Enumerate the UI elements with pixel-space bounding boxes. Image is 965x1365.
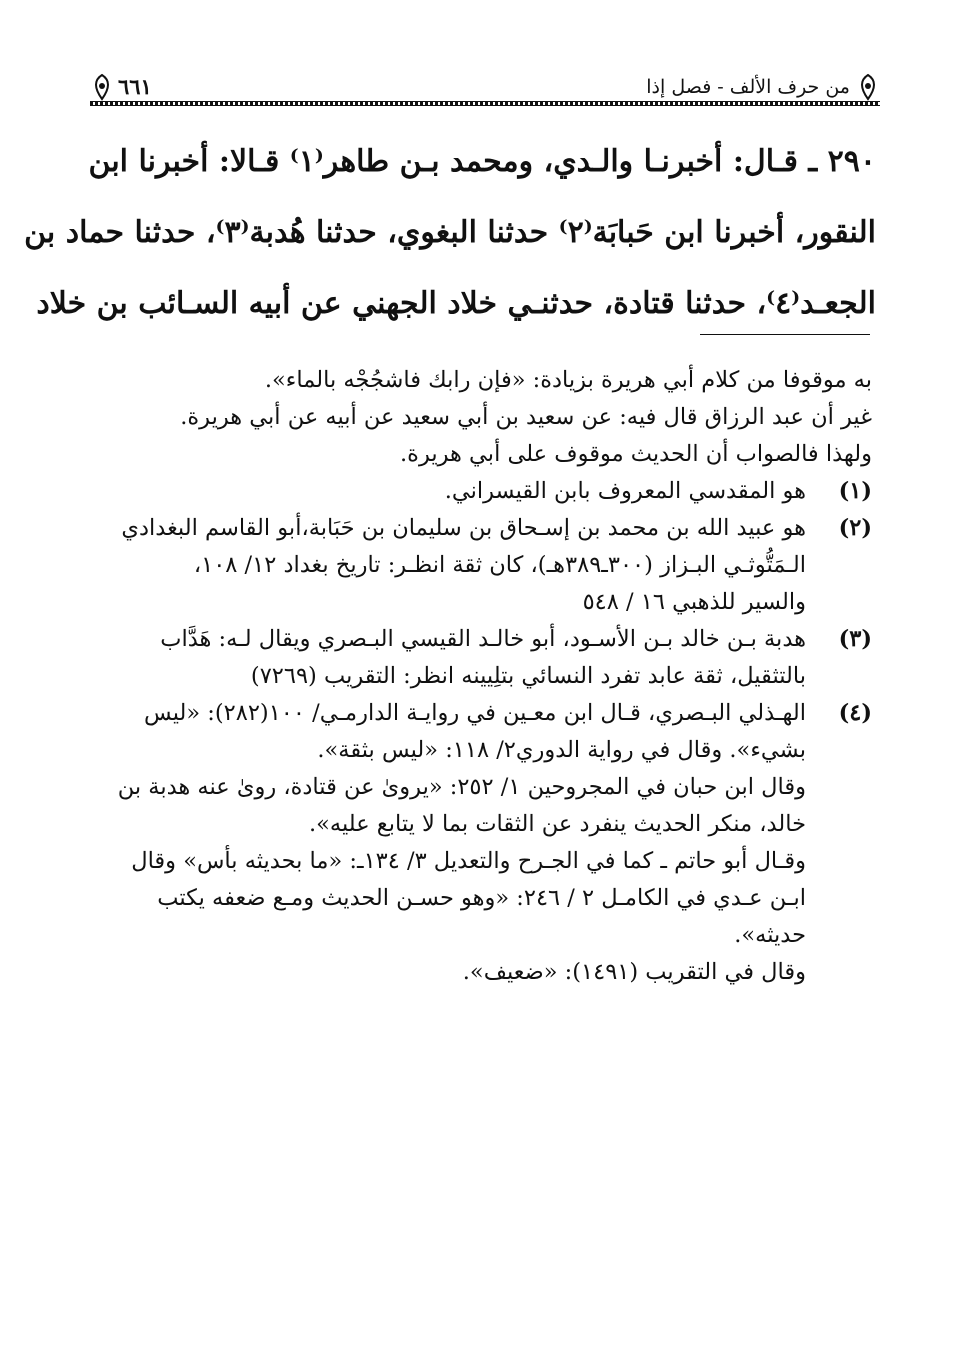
note-intro-line: به موقوفا من كلام أبي هريرة بزيادة: «فإن رابك فاشجُجْه بالماء». — [264, 367, 872, 393]
footnote-line: بالتثقيل، ثقة عابد تفرد النسائي بتلِيينه انظر: التقريب (٧٢٦٩) — [250, 663, 806, 689]
footnote-line: هو المقدسي المعروف بابن القيسراني. — [444, 478, 806, 504]
footnote-line: بشيء». وقال في رواية الدوري٢/ ١١٨: «ليس بثقة». — [317, 737, 806, 763]
footnote-line: والسير للذهبي ١٦ / ٥٤٨ — [582, 589, 806, 615]
footnote-line: خالد، منكر الحديث ينفرد عن الثقات بما لا يتابع عليه». — [308, 811, 806, 837]
footnote-line: هو عبيد الله بن محمد بن إسـحاق بن سليمان بن حَبَابة،أبو القاسم البغدادي — [121, 515, 806, 541]
footnote-line: ابـن عـدي في الكامـل ٢ / ٢٤٦: «وهو حسـن الحديث ومـع ضعفه يكتب — [157, 885, 806, 911]
footnote-line: وقال ابن حبان في المجروحين ١/ ٢٥٢: «يروىٰ عن قتادة، روىٰ عنه هدبة بن — [117, 774, 806, 800]
footnote-3 — [100, 621, 872, 695]
ornament-icon — [856, 74, 880, 100]
page-number: ٦٦١ — [118, 74, 152, 99]
main-text-line: النقور، أخبرنا ابن حَبابَة⁽٢⁾ حدثنا البغوي، حدثنا هُدبة⁽٣⁾، حدثنا حماد بن — [24, 215, 876, 250]
footnote-4 — [100, 695, 872, 991]
footnote-number: (١) — [838, 478, 872, 504]
footnote-line: الـمَتُّوثـي البـزاز (٣٠٠ـ٣٨٩هـ)، كان ثقة انظـر: تاريخ بغداد ١٢/ ١٠٨، — [193, 552, 806, 578]
footnote-1 — [100, 473, 872, 510]
header-title: من حرف الألف - فصل إذا — [646, 76, 850, 98]
page-header — [90, 72, 880, 104]
main-text-line: الجعـد⁽٤⁾، حدثنا قتادة، حدثنـي خلاد الجهني عن أبيه السـائب بن خلاد — [36, 286, 876, 321]
footnote-line: هدبة بـن خالد بـن الأسـود، أبو خالـد القيسي البـصري ويقال لـه: هَدَّاب — [160, 626, 806, 652]
footnote-number: (٤) — [838, 700, 872, 726]
footnote-line: وقـال أبو حاتم ـ كما في الجـرح والتعديل ٣/ ١٣٤ـ: «ما بحديثه بأس» وقال — [131, 848, 806, 874]
footnote-line: حديثه». — [734, 922, 806, 948]
header-rule — [90, 101, 880, 106]
ornament-icon — [90, 74, 114, 100]
footnote-2 — [100, 510, 872, 621]
footnote-number: (٢) — [838, 515, 872, 541]
footnote-separator — [700, 334, 870, 335]
footnote-line: وقال في التقريب (١٤٩١): «ضعيف». — [462, 959, 806, 985]
footnotes — [100, 362, 872, 991]
note-intro-line: ولهذا فالصواب أن الحديث موقوف على أبي هريرة. — [400, 441, 872, 467]
note-intro-line: غير أن عبد الرزاق قال فيه: عن سعيد بن أبي سعيد عن أبيه عن أبي هريرة. — [180, 404, 872, 430]
footnote-number: (٣) — [838, 626, 872, 652]
main-text-line: ٢٩٠ ـ قـال: أخبرنـا والـدي، ومحمد بـن طاهر⁽١⁾ قـالا: أخبرنا ابن — [88, 144, 876, 179]
footnote-line: الهـذلي البـصري، قـال ابن معـين في روايـة الدارمـي/ ١٠٠(٢٨٢): «ليس — [144, 700, 806, 726]
main-text — [24, 126, 876, 339]
